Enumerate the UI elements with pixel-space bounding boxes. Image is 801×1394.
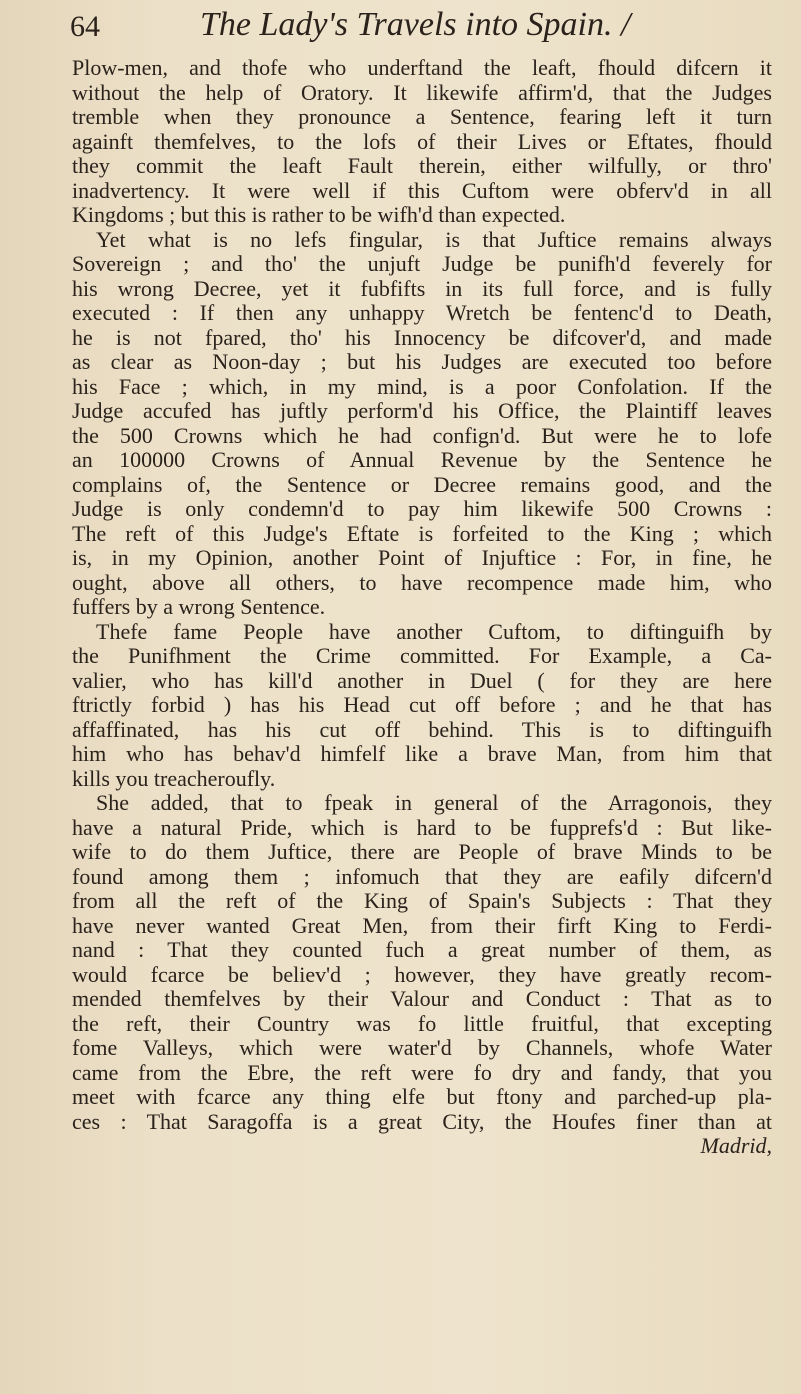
text-line: he is not fpared, tho' his Innocency be difcover'd, and made [72,324,772,350]
text-line: Judge is only condemn'd to pay him likewife 500 Crowns : [72,496,772,521]
text-line: againft themfelves, to the lofs of their Lives or Eftates, fhould [72,128,772,154]
text-line: affaffinated, has his cut off behind. This is to diftinguifh [72,716,772,742]
text-line: have never wanted Great Men, from their firft King to Ferdi- [72,912,772,938]
text-line: nand : That they counted fuch a great number of them, as [72,937,772,962]
text-line: executed : If then any unhappy Wretch be fentenc'd to Death, [72,300,772,325]
text-line: meet with fcarce any thing elfe but ftony and parched-up pla- [72,1084,772,1109]
text-line: She added, that to fpeak in general of the Arragonois, they [96,790,772,815]
text-line: him who has behav'd himfelf like a brave Man, from him that [72,741,772,766]
text-line: the Punifhment the Crime committed. For Example, a Ca- [72,643,772,668]
text-line: The reft of this Judge's Eftate is forfeited to the King ; which [72,520,772,546]
text-line: have a natural Pride, which is hard to be fupprefs'd : But like- [72,814,772,840]
text-line: his Face ; which, in my mind, is a poor Confolation. If the [72,373,772,399]
text-line: inadvertency. It were well if this Cuftom were obferv'd in all [72,177,772,203]
text-line: fome Valleys, which were water'd by Channels, whofe Water [72,1035,772,1060]
text-line: ces : That Saragoffa is a great City, the Houfes finer than at [72,1108,772,1134]
text-line: complains of, the Sentence or Decree remains good, and the [72,471,772,497]
text-line: ftrictly forbid ) has his Head cut off before ; and he that has [72,692,772,717]
text-line: tremble when they pronounce a Sentence, fearing left it turn [72,104,772,129]
text-line: from all the reft of the King of Spain's Subjects : That they [72,888,772,913]
text-line: his wrong Decree, yet it fubfifts in its full force, and is fully [72,275,772,301]
text-line: Yet what is no lefs fingular, is that Juftice remains always [96,226,772,252]
text-line: kills you treacheroufly. [72,765,276,791]
running-head: The Lady's Travels into Spain. / [200,6,631,43]
text-line: valier, who has kill'd another in Duel ( for they are here [72,667,772,693]
text-line: mended themfelves by their Valour and Conduct : That as to [72,986,772,1011]
text-line: Thefe fame People have another Cuftom, to diftinguifh by [96,618,772,644]
text-line: wife to do them Juftice, there are People of brave Minds to be [72,839,772,864]
text-line: without the help of Oratory. It likewife affirm'd, that the Judges [72,79,772,105]
text-line: the 500 Crowns which he had confign'd. But were he to lofe [72,422,772,448]
text-line: ought, above all others, to have recompence made him, who [72,569,772,595]
page-number: 64 [70,10,100,43]
text-line: an 100000 Crowns of Annual Revenue by the Sentence he [72,447,772,472]
text-line: found among them ; infomuch that they are eafily difcern'd [72,863,772,889]
text-line: fuffers by a wrong Sentence. [72,594,326,619]
text-line: is, in my Opinion, another Point of Injuftice : For, in fine, he [72,545,772,570]
text-line: Plow-men, and thofe who underftand the leaft, fhould difcern it [72,55,772,80]
text-line: came from the Ebre, the reft were fo dry and fandy, that you [72,1059,772,1085]
text-line: would fcarce be believ'd ; however, they have greatly recom- [72,961,772,987]
text-line: they commit the leaft Fault therein, either wilfully, or thro' [72,153,772,178]
text-line: the reft, their Country was fo little fruitful, that excepting [72,1010,772,1036]
text-line: as clear as Noon-day ; but his Judges are executed too before [72,349,772,374]
text-line: Judge accufed has juftly perform'd his Office, the Plaintiff leaves [72,398,772,423]
catchword: Madrid, [700,1133,772,1158]
text-line: Sovereign ; and tho' the unjuft Judge be punifh'd feverely for [72,251,772,276]
page-header [70,4,770,50]
text-line: Kingdoms ; but this is rather to be wifh'd than expected. [72,202,566,227]
body-text [72,56,772,1159]
